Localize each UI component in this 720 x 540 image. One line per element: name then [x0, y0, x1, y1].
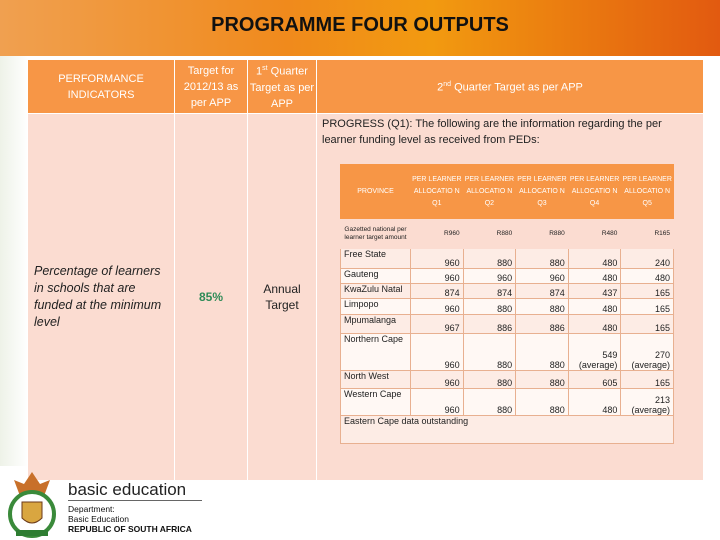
allocation-value: 165	[621, 371, 674, 389]
allocation-value: 165	[621, 284, 674, 299]
allocation-value: 240	[621, 249, 674, 269]
allocation-value: 270 (average)	[621, 334, 674, 371]
header-q2-target: 2nd Quarter Target as per APP	[317, 60, 703, 113]
per-learner-allocation-table	[340, 164, 674, 444]
note-row	[341, 416, 674, 444]
allocation-value: 880	[463, 371, 516, 389]
province-name: Free State	[341, 249, 411, 269]
province-row	[341, 389, 674, 416]
allocation-value: 880	[463, 299, 516, 315]
gazetted-cell: R480	[568, 219, 621, 249]
gazetted-cell: R880	[463, 219, 516, 249]
allocation-value: 480	[621, 269, 674, 284]
progress-text: PROGRESS (Q1): The following are the information regarding the per learner funding level as received from PEDs:	[322, 118, 662, 146]
allocation-value: 880	[463, 249, 516, 269]
province-name: Northern Cape	[341, 334, 411, 371]
gazetted-cell: R880	[516, 219, 569, 249]
allocation-value: 480	[568, 269, 621, 284]
allocation-value: 960	[411, 269, 464, 284]
allocation-value: 886	[516, 315, 569, 334]
province-name: Western Cape	[341, 389, 411, 416]
province-name: Mpumalanga	[341, 315, 411, 334]
province-name: Limpopo	[341, 299, 411, 315]
allocation-value: 960	[411, 249, 464, 269]
province-row	[341, 334, 674, 371]
province-row	[341, 284, 674, 299]
allocation-value: 880	[463, 334, 516, 371]
allocation-value: 874	[411, 284, 464, 299]
q1-target-cell: Annual Target	[248, 114, 316, 480]
allocation-value: 960	[411, 299, 464, 315]
allocation-value: 480	[568, 249, 621, 269]
header-indicators: PERFORMANCE INDICATORS	[28, 60, 174, 113]
allocation-value: 960	[411, 371, 464, 389]
allocation-value: 967	[411, 315, 464, 334]
allocation-value: 960	[516, 269, 569, 284]
allocation-value: 880	[463, 389, 516, 416]
allocation-value: 480	[568, 299, 621, 315]
allocation-value: 874	[516, 284, 569, 299]
province-name: North West	[341, 371, 411, 389]
column-header: PER LEARNER ALLOCATIO N Q1	[411, 165, 464, 219]
gazetted-cell: Gazetted national per learner target amount	[341, 219, 411, 249]
gazetted-cell: R165	[621, 219, 674, 249]
allocation-value: 549 (average)	[568, 334, 621, 371]
province-name: Gauteng	[341, 269, 411, 284]
allocation-value: 886	[463, 315, 516, 334]
province-row	[341, 249, 674, 269]
allocation-value: 165	[621, 299, 674, 315]
allocation-value: 880	[516, 249, 569, 269]
province-name: KwaZulu Natal	[341, 284, 411, 299]
background-decoration	[0, 56, 28, 466]
allocation-value: 880	[516, 371, 569, 389]
header-q1-target: 1st Quarter Target as per APP	[248, 60, 316, 113]
brand-name: basic education	[68, 480, 202, 501]
allocation-value: 880	[516, 299, 569, 315]
allocation-value: 480	[568, 315, 621, 334]
province-row	[341, 269, 674, 284]
allocation-value: 165	[621, 315, 674, 334]
province-row	[341, 299, 674, 315]
allocation-value: 960	[411, 389, 464, 416]
gazetted-cell: R960	[411, 219, 464, 249]
allocation-value: 437	[568, 284, 621, 299]
column-header: PROVINCE	[341, 165, 411, 219]
allocation-value: 874	[463, 284, 516, 299]
province-row	[341, 371, 674, 389]
column-header: PER LEARNER ALLOCATIO N Q5	[621, 165, 674, 219]
allocation-value: 213 (average)	[621, 389, 674, 416]
column-header: PER LEARNER ALLOCATIO N Q3	[516, 165, 569, 219]
province-row	[341, 315, 674, 334]
indicator-cell: Percentage of learners in schools that are funded at the minimum level	[28, 114, 174, 480]
allocation-value: 880	[516, 334, 569, 371]
department-name: Department: Basic Education REPUBLIC OF SOUTH AFRICA	[68, 504, 192, 534]
column-header: PER LEARNER ALLOCATIO N Q2	[463, 165, 516, 219]
allocation-value: 880	[516, 389, 569, 416]
inner-header-row	[341, 165, 674, 219]
allocation-value: 960	[411, 334, 464, 371]
allocation-value: 960	[463, 269, 516, 284]
eastern-cape-note: Eastern Cape data outstanding	[341, 416, 674, 444]
column-header: PER LEARNER ALLOCATIO N Q4	[568, 165, 621, 219]
page-title: PROGRAMME FOUR OUTPUTS	[211, 14, 509, 36]
annual-target-cell: 85%	[175, 114, 247, 480]
gazetted-row	[341, 219, 674, 249]
header-annual-target: Target for 2012/13 as per APP	[175, 60, 247, 113]
allocation-value: 480	[568, 389, 621, 416]
coat-of-arms-logo	[4, 466, 60, 538]
allocation-value: 605	[568, 371, 621, 389]
